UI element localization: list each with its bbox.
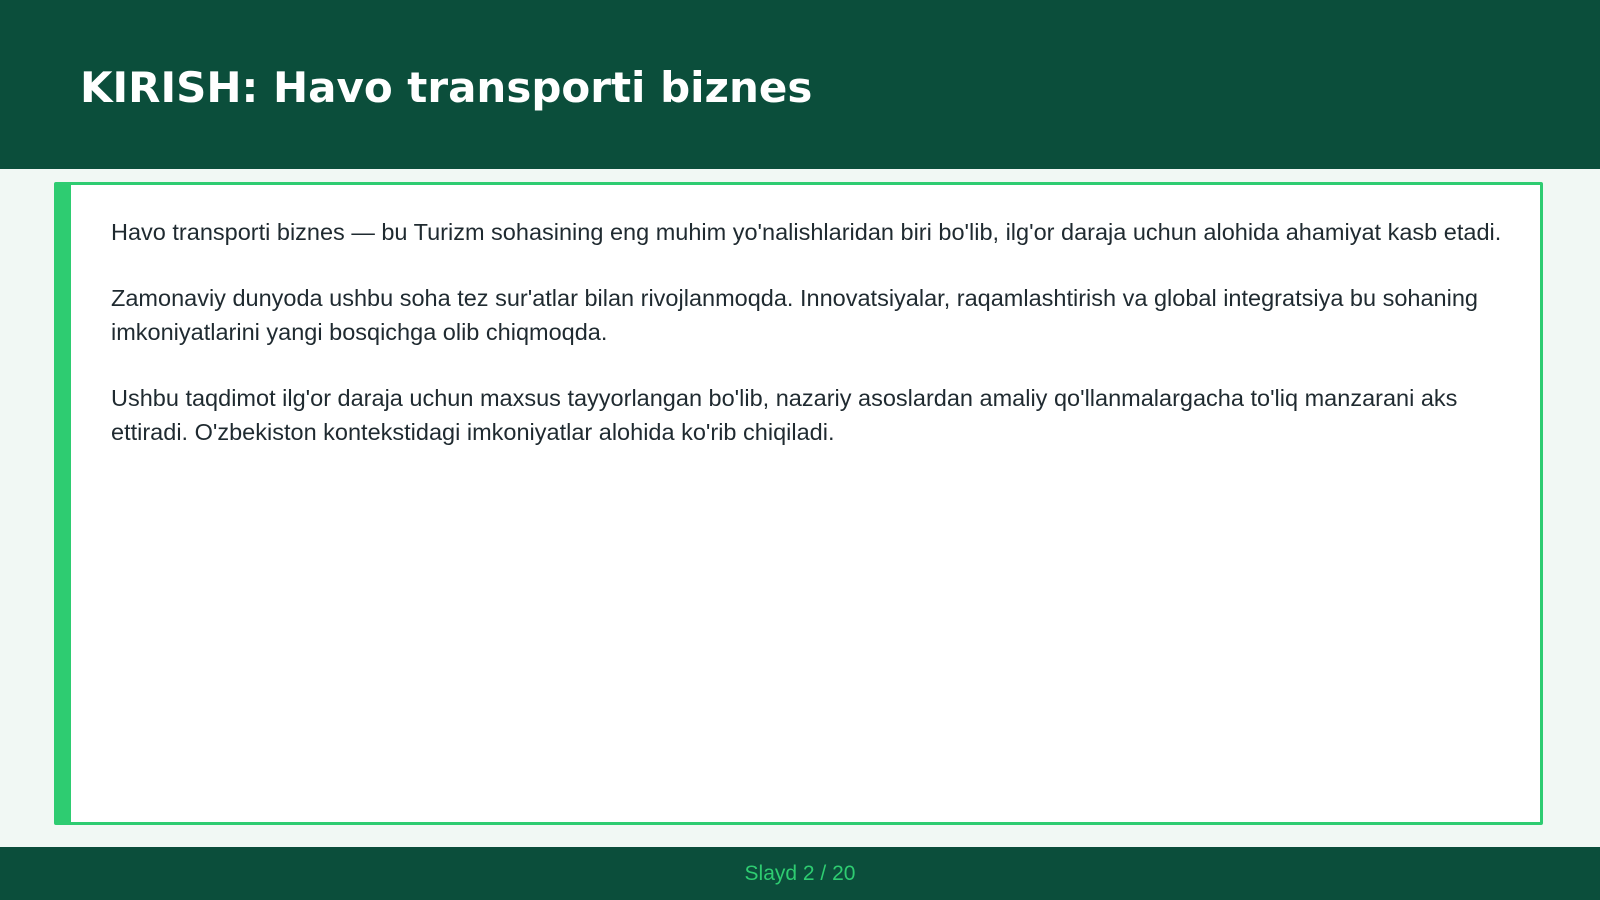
paragraph-1: Havo transporti biznes — bu Turizm sohasining eng muhim yo'nalishlaridan biri bo'lib, ilg'or daraja uchun alohida ahamiyat kasb etadi. bbox=[111, 219, 1502, 245]
content-card bbox=[54, 182, 1543, 825]
paragraph-3: Ushbu taqdimot ilg'or daraja uchun maxsus tayyorlangan bo'lib, nazariy asoslardan amaliy qo'llanmalargacha to'liq manzarani aks ettiradi. O'zbekiston kontekstidagi imkoniyatlar alohida ko'rib chiqiladi. bbox=[111, 385, 1458, 445]
slide-header bbox=[0, 0, 1600, 169]
slide-footer bbox=[0, 847, 1600, 900]
slide-counter: Slayd 2 / 20 bbox=[744, 862, 856, 885]
paragraph-2: Zamonaviy dunyoda ushbu soha tez sur'atlar bilan rivojlanmoqda. Innovatsiyalar, raqamlashtirish va global integratsiya bu sohaning imkoniyatlarini yangi bosqichga olib chiqmoqda. bbox=[111, 285, 1478, 345]
slide-title: KIRISH: Havo transporti biznes bbox=[80, 63, 813, 112]
content-body bbox=[111, 215, 1506, 481]
